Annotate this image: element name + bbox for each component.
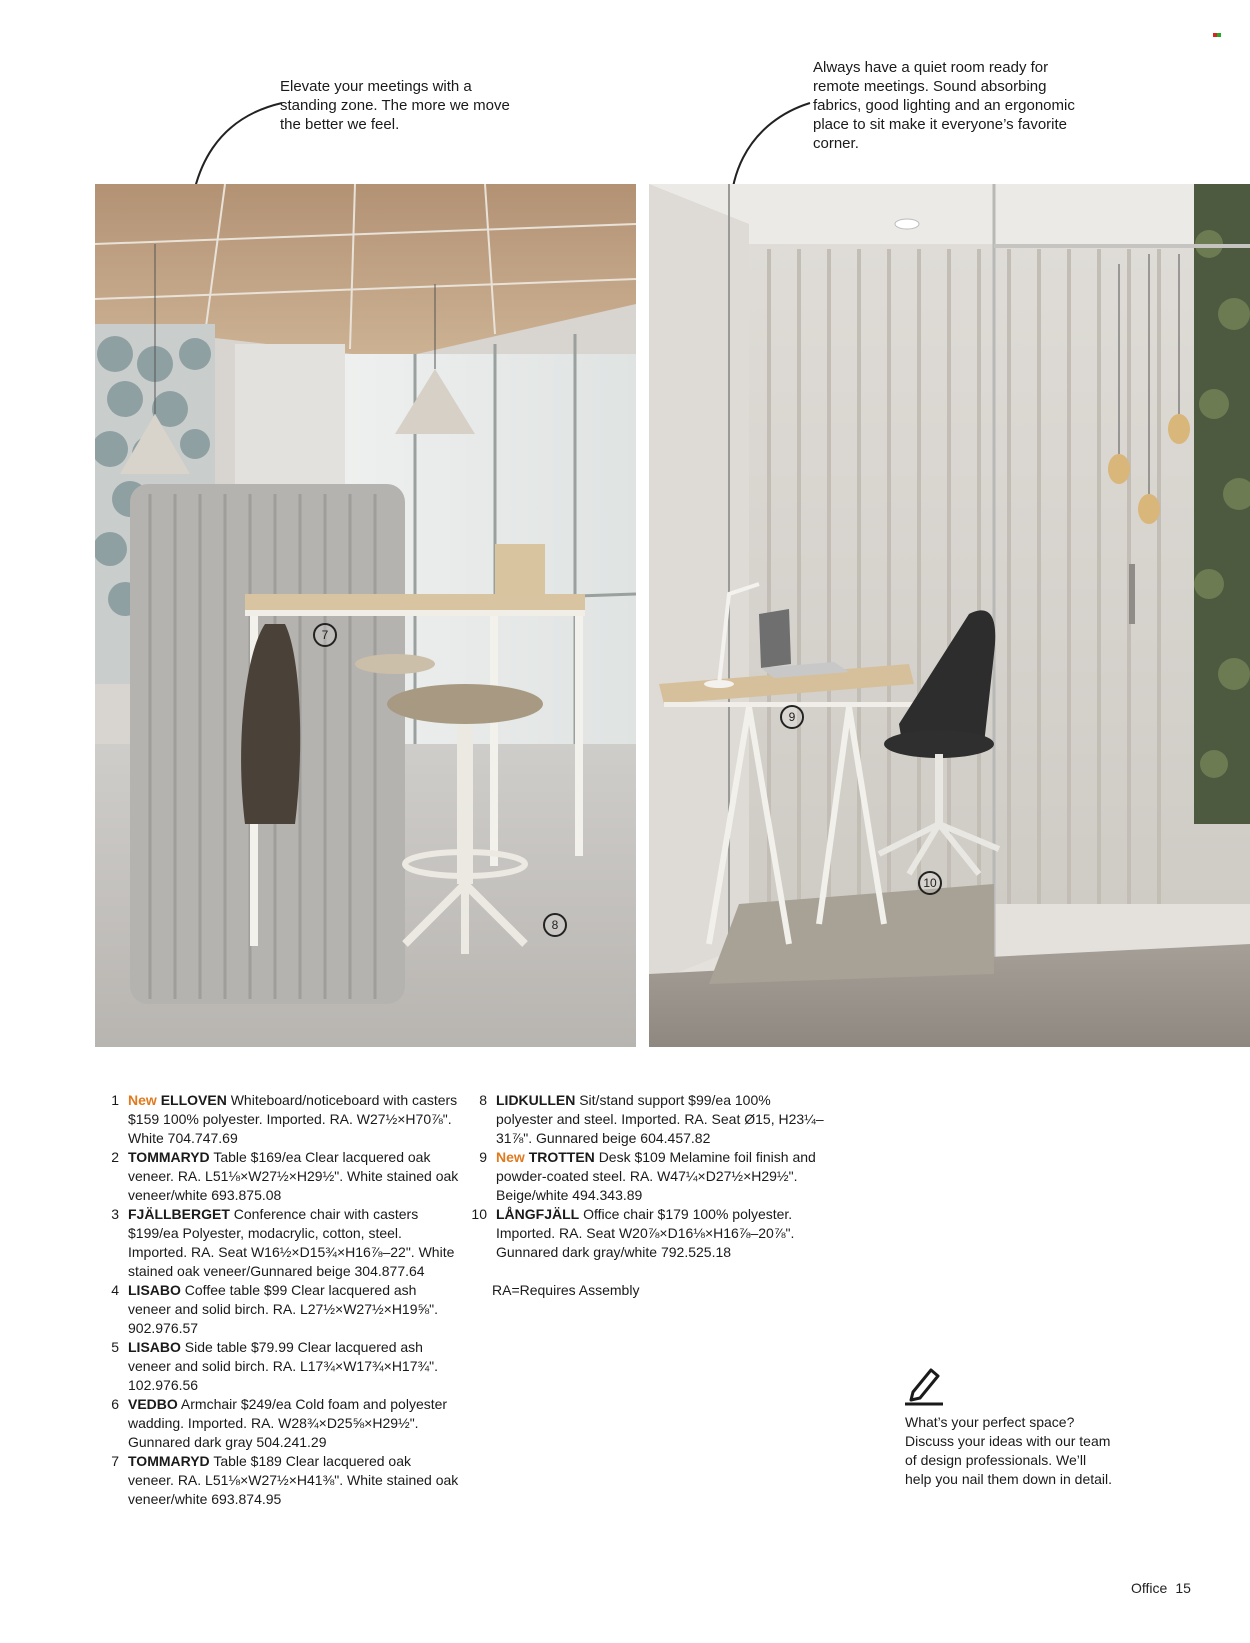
requires-assembly-note: RA=Requires Assembly [492,1282,640,1298]
product-item-3 [100,1205,460,1281]
caption-standing-zone: Elevate your meetings with a standing zone. The more we move the better we feel. [280,78,510,133]
product-desc: Whiteboard/noticeboard with casters $159 100% polyester. Imported. RA. W27½×H70⅞". White 704.747.69 [128,1092,458,1146]
product-item-4 [100,1281,460,1338]
product-desc: Conference chair with casters $199/ea Polyester, modacrylic, cotton, steel. Imported. RA. Seat W16½×D15¾×H16⅞–22". White stained oak veneer/Gunnared beige 304.877.64 [128,1206,455,1279]
product-item-7 [100,1452,460,1509]
item-number: 8 [479,1092,487,1108]
item-number: 5 [111,1339,119,1355]
product-item-5 [100,1338,460,1395]
product-list-right [468,1091,828,1262]
product-name: LÅNGFJÄLL [496,1206,580,1222]
product-name: TOMMARYD [128,1453,210,1469]
product-desc: Side table $79.99 Clear lacquered ash veneer and solid birch. RA. L17¾×W17¾×H17¾". 102.976.56 [128,1339,439,1393]
design-help-tip: What’s your perfect space? Discuss your ideas with our team of design professionals. We’ll help you nail them down in detail. [905,1414,1113,1487]
product-item-1 [100,1091,460,1148]
product-item-9 [468,1148,828,1205]
product-desc: Table $169/ea Clear lacquered oak veneer. RA. L51⅛×W27½×H29½". White stained oak veneer/white 693.875.08 [128,1149,459,1203]
product-desc: Desk $109 Melamine foil finish and powder-coated steel. RA. W47¼×D27½×H29½". Beige/white 494.343.89 [496,1149,816,1203]
item-number: 9 [479,1149,487,1165]
product-name: LIDKULLEN [496,1092,576,1108]
product-item-2 [100,1148,460,1205]
new-label: New [496,1149,525,1165]
product-item-10 [468,1205,828,1262]
item-number: 6 [111,1396,119,1412]
product-name: ELLOVEN [160,1092,227,1108]
item-number: 4 [111,1282,119,1298]
photo-quiet-room [649,184,1250,1047]
item-number: 7 [111,1453,119,1469]
caption-quiet-room: Always have a quiet room ready for remote meetings. Sound absorbing fabrics, good lighting and an ergonomic place to sit make it everyone’s favorite corner. [813,59,1075,152]
product-desc: Armchair $249/ea Cold foam and polyester wadding. Imported. RA. W28¾×D25⅝×H29½". Gunnared dark gray 504.241.29 [128,1396,448,1450]
photo-badge-8: 8 [543,913,567,937]
product-list-left [100,1091,460,1509]
photo-badge-7: 7 [313,623,337,647]
page-footer [1131,1580,1191,1596]
photo-badge-9: 9 [780,705,804,729]
photo-standing-meeting-zone [95,184,636,1047]
photo-badge-10: 10 [918,871,942,895]
product-desc: Sit/stand support $99/ea 100% polyester and steel. Imported. RA. Seat Ø15, H23¼–31⅞". Gunnared beige 604.457.82 [496,1092,824,1146]
product-name: TROTTEN [528,1149,595,1165]
new-label: New [128,1092,157,1108]
product-name: FJÄLLBERGET [128,1206,230,1222]
pencil-icon [905,1364,945,1406]
product-item-6 [100,1395,460,1452]
product-name: LISABO [128,1339,181,1355]
item-number: 1 [111,1092,119,1108]
item-number: 2 [111,1149,119,1165]
section-name: Office [1131,1580,1168,1596]
flag-icon [1213,31,1223,41]
product-desc: Table $189 Clear lacquered oak veneer. RA. L51⅛×W27½×H41⅜". White stained oak veneer/white 693.874.95 [128,1453,459,1507]
product-name: VEDBO [128,1396,178,1412]
product-desc: Office chair $179 100% polyester. Imported. RA. Seat W20⅞×D16⅛×H16⅞–20⅞". Gunnared dark gray/white 792.525.18 [496,1206,795,1260]
item-number: 3 [111,1206,119,1222]
product-desc: Coffee table $99 Clear lacquered ash veneer and solid birch. RA. L27½×W27½×H19⅝". 902.976.57 [128,1282,439,1336]
page-number: 15 [1175,1580,1191,1596]
item-number: 10 [471,1206,487,1222]
product-name: TOMMARYD [128,1149,210,1165]
product-name: LISABO [128,1282,181,1298]
product-item-8 [468,1091,828,1148]
